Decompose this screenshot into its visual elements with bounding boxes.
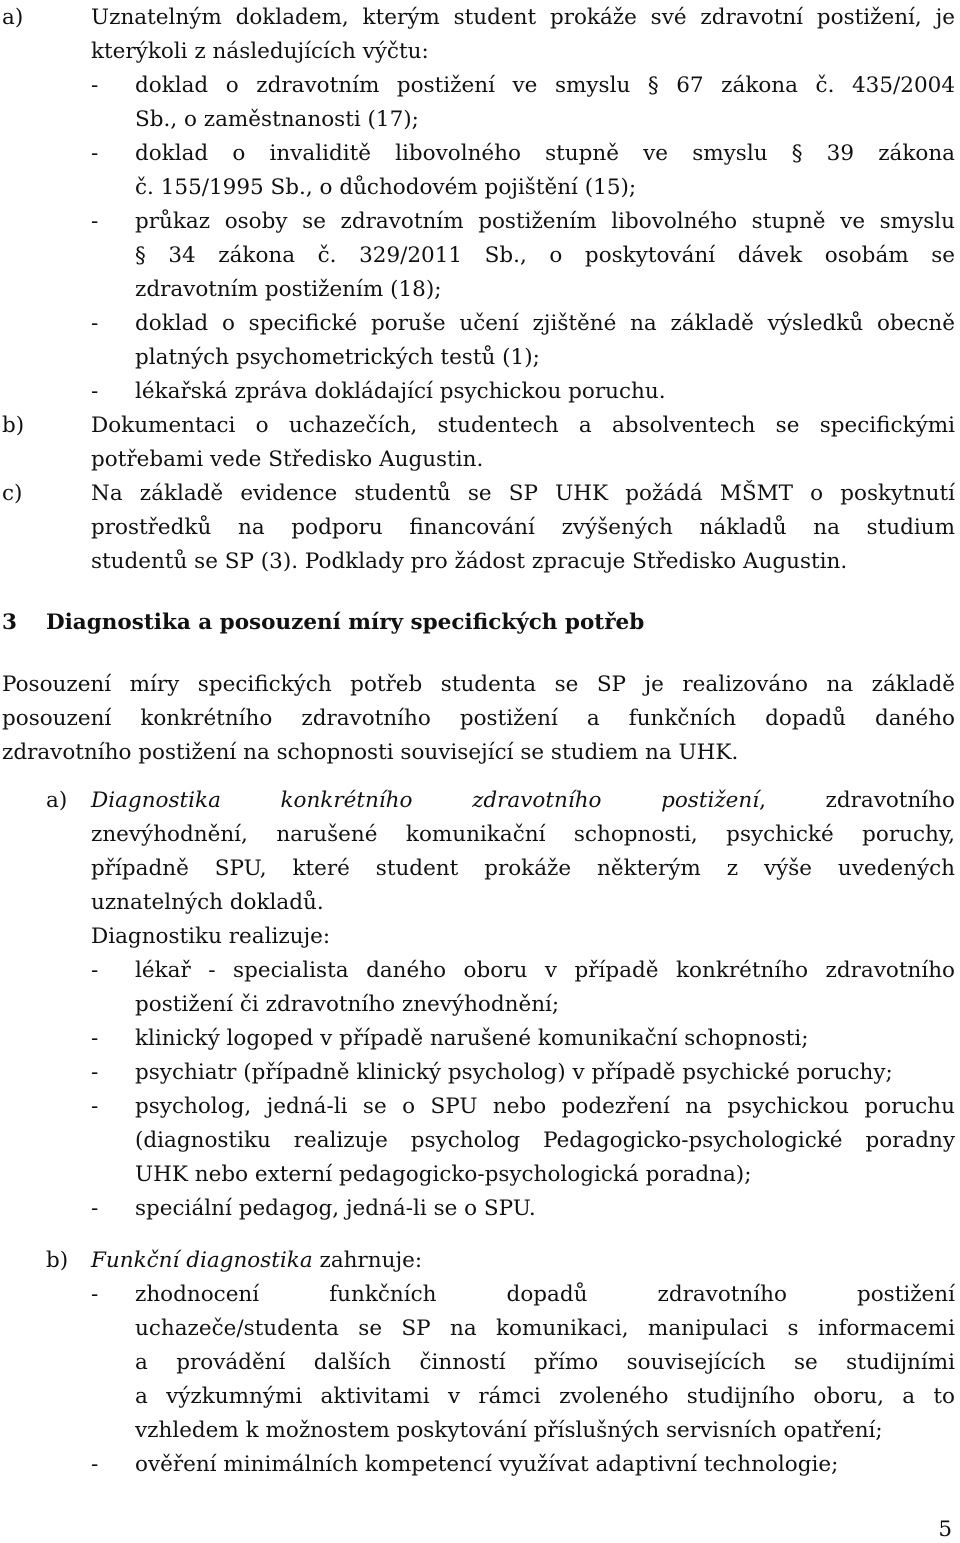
list-item: a výzkumnými aktivitami v rámci zvoleného studijního oboru, a to — [135, 1384, 955, 1409]
item-b-text: potřebami vede Středisko Augustin. — [91, 447, 484, 472]
list-item: vzhledem k možnostem poskytování příslušných servisních opatření; — [135, 1418, 883, 1443]
list-item: zdravotním postižením (18); — [135, 277, 442, 302]
list-item: lékařská zpráva dokládající psychickou poruchu. — [135, 379, 666, 404]
list-item: doklad o invaliditě libovolného stupně ve smyslu § 39 zákona — [135, 141, 955, 166]
item-c-text: Na základě evidence studentů se SP UHK požádá MŠMT o poskytnutí — [91, 481, 955, 506]
list-dash: - — [91, 141, 99, 166]
section-b-lead-italic: Funkční diagnostika — [91, 1248, 313, 1273]
lead-word: zdravotního — [472, 788, 602, 813]
list-item: ověření minimálních kompetencí využívat adaptivní technologie; — [135, 1452, 839, 1477]
section-a-lead — [91, 788, 955, 814]
item-a-text: Uznatelným dokladem, kterým student prokáže své zdravotní postižení, je — [91, 5, 955, 30]
list-dash: - — [91, 311, 99, 336]
list-item: průkaz osoby se zdravotním postižením libovolného stupně ve smyslu — [135, 209, 955, 234]
item-b-text: Dokumentaci o uchazečích, studentech a absolventech se specifickými — [91, 413, 955, 438]
list-item: postižení či zdravotního znevýhodnění; — [135, 992, 560, 1017]
list-dash: - — [91, 73, 99, 98]
lead-word: konkrétního — [280, 788, 413, 813]
list-item: platných psychometrických testů (1); — [135, 345, 540, 370]
list-item: lékař - specialista daného oboru v případě konkrétního zdravotního — [135, 958, 955, 983]
section-b-marker: b) — [46, 1248, 69, 1273]
list-item: Sb., o zaměstnanosti (17); — [135, 107, 419, 132]
section-title: Diagnostika a posouzení míry specifických potřeb — [46, 610, 645, 635]
list-item: (diagnostiku realizuje psycholog Pedagogicko-psychologické poradny — [135, 1128, 955, 1153]
lead-word: zdravotního — [825, 788, 955, 813]
intro-paragraph-line: posouzení konkrétního zdravotního postižení a funkčních dopadů daného — [2, 706, 955, 731]
section-a-text: znevýhodnění, narušené komunikační schopnosti, psychické poruchy, — [91, 822, 955, 847]
list-dash: - — [91, 1452, 99, 1477]
section-a-subheading: Diagnostiku realizuje: — [91, 924, 331, 949]
item-c-text: studentů se SP (3). Podklady pro žádost zpracuje Středisko Augustin. — [91, 549, 848, 574]
page-number: 5 — [938, 1517, 952, 1542]
intro-paragraph-line: Posouzení míry specifických potřeb studenta se SP je realizováno na základě — [2, 672, 955, 697]
list-item: UHK nebo externí pedagogicko-psychologická poradna); — [135, 1162, 752, 1187]
list-dash: - — [91, 379, 99, 404]
item-c-text: prostředků na podporu financování zvýšených nákladů na studium — [91, 515, 955, 540]
section-a-text: uznatelných dokladů. — [91, 890, 324, 915]
list-item: psychiatr (případně klinický psycholog) v případě psychické poruchy; — [135, 1060, 893, 1085]
section-a-text: případně SPU, které student prokáže některým z výše uvedených — [91, 856, 955, 881]
list-dash: - — [91, 1282, 99, 1307]
list-marker-c: c) — [2, 481, 23, 506]
lead-word: postižení, — [661, 788, 766, 813]
list-item: psycholog, jedná-li se o SPU nebo podezření na psychickou poruchu — [135, 1094, 955, 1119]
list-item: § 34 zákona č. 329/2011 Sb., o poskytování dávek osobám se — [135, 243, 955, 268]
item-a-text: kterýkoli z následujících výčtu: — [91, 39, 429, 64]
list-item: doklad o zdravotním postižení ve smyslu § 67 zákona č. 435/2004 — [135, 73, 955, 98]
section-a-marker: a) — [46, 788, 68, 813]
list-item: klinický logoped v případě narušené komunikační schopnosti; — [135, 1026, 809, 1051]
list-marker-a: a) — [2, 5, 24, 30]
section-b-lead-rest: zahrnuje: — [312, 1248, 423, 1273]
list-marker-b: b) — [2, 413, 25, 438]
list-item: zhodnocení funkčních dopadů zdravotního postižení — [135, 1282, 955, 1307]
list-item: a provádění dalších činností přímo souvisejících se studijními — [135, 1350, 955, 1375]
intro-paragraph-line: zdravotního postižení na schopnosti související se studiem na UHK. — [2, 740, 739, 765]
lead-word: Diagnostika — [91, 788, 221, 813]
list-item: speciální pedagog, jedná-li se o SPU. — [135, 1196, 536, 1221]
section-b-lead — [91, 1248, 422, 1274]
list-dash: - — [91, 1026, 99, 1051]
section-number: 3 — [2, 610, 17, 635]
list-dash: - — [91, 958, 99, 983]
list-item: č. 155/1995 Sb., o důchodovém pojištění (15); — [135, 175, 637, 200]
list-dash: - — [91, 1094, 99, 1119]
list-dash: - — [91, 209, 99, 234]
list-item: uchazeče/studenta se SP na komunikaci, manipulaci s informacemi — [135, 1316, 955, 1341]
list-item: doklad o specifické poruše učení zjištěné na základě výsledků obecně — [135, 311, 955, 336]
list-dash: - — [91, 1196, 99, 1221]
list-dash: - — [91, 1060, 99, 1085]
